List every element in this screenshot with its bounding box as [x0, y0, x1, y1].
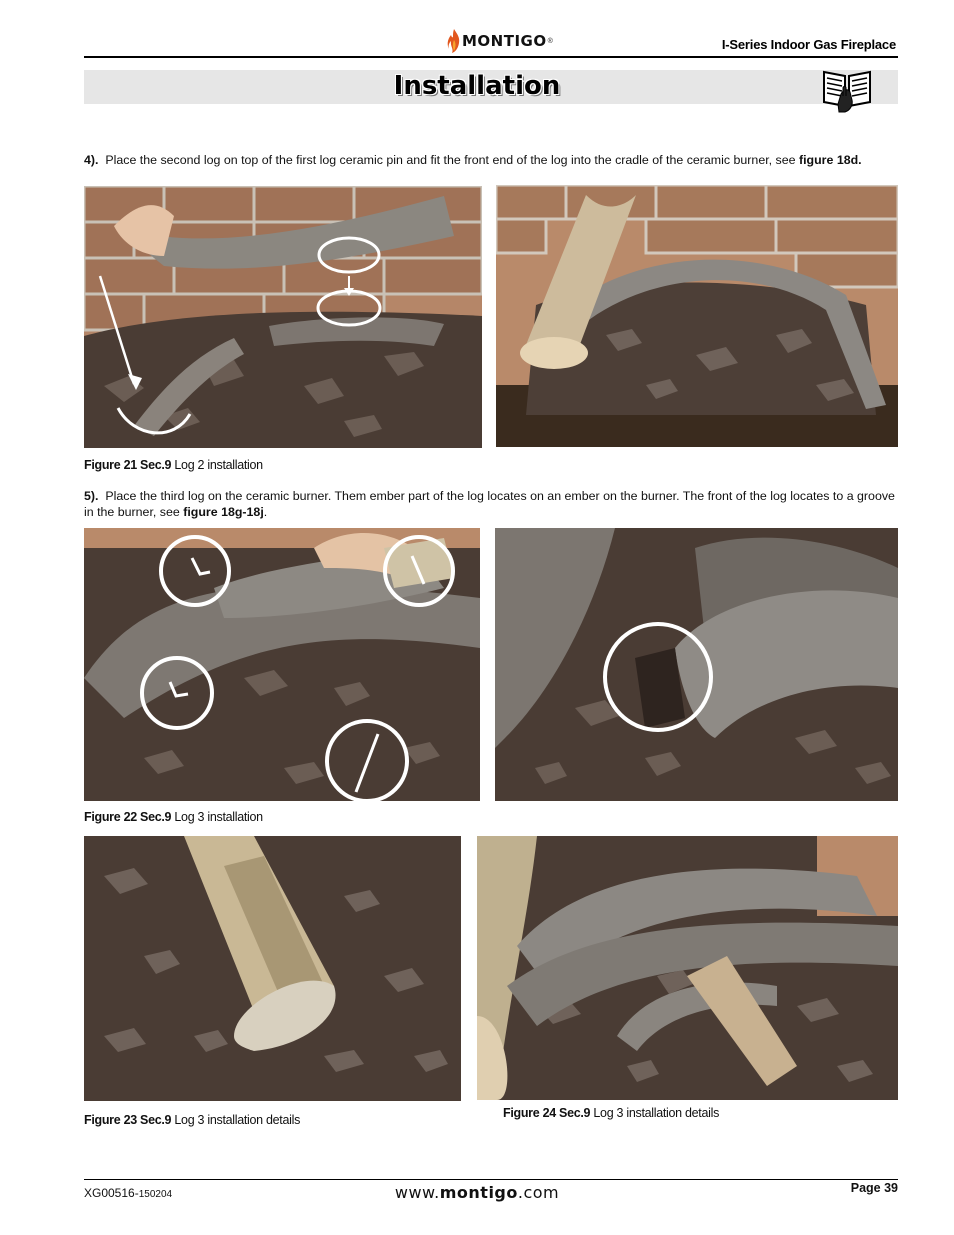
flame-icon: [447, 28, 461, 54]
step-4-number: 4).: [84, 153, 99, 167]
figure-24-label: Figure 24 Sec.9: [503, 1106, 591, 1120]
figure-21-photo-left: [84, 186, 482, 448]
figure-23-caption: [84, 1113, 300, 1127]
header-divider: [84, 56, 898, 58]
step-5-text: Place the third log on the ceramic burner. Them ember part of the log locates on an ember on the burner. The front of the log locates to a groove in the burner, see: [84, 489, 895, 519]
step-4-figure-ref: figure 18d.: [798, 153, 862, 167]
figure-21-text: Log 2 installation: [174, 458, 263, 472]
step-5-figure-ref: figure 18g-18j: [183, 505, 264, 519]
figure-24-photo: [477, 836, 898, 1100]
document-code-main: XG00516-: [84, 1186, 139, 1200]
figure-23-text: Log 3 installation details: [174, 1113, 301, 1127]
website-link[interactable]: [0, 1183, 954, 1202]
step-4-text: Place the second log on top of the first log ceramic pin and fit the front end of the log into the cradle of the ceramic burner, see: [105, 153, 796, 167]
figure-21-caption: [84, 458, 263, 472]
brand-registered-mark: ®: [547, 37, 553, 45]
figure-23-label: Figure 23 Sec.9: [84, 1113, 172, 1127]
figure-22-caption: [84, 810, 263, 824]
step-4-paragraph: [84, 152, 898, 168]
figure-22-label: Figure 22 Sec.9: [84, 810, 172, 824]
step-5-paragraph: [84, 488, 898, 520]
website-brand: montigo: [439, 1183, 518, 1202]
brand-logo: [447, 26, 553, 56]
step-5-end: .: [263, 505, 268, 519]
figure-24-caption: [503, 1106, 719, 1120]
figure-22-photo-right: [495, 528, 898, 801]
document-title: I-Series Indoor Gas Fireplace: [721, 37, 896, 52]
website-suffix: .com: [517, 1183, 560, 1202]
section-title: Installation: [393, 71, 561, 101]
footer-divider: [84, 1179, 898, 1180]
website-prefix: www.: [394, 1183, 440, 1202]
page-number: Page 39: [850, 1181, 898, 1195]
figure-21-label: Figure 21 Sec.9: [84, 458, 172, 472]
figure-22-text: Log 3 installation: [174, 810, 263, 824]
document-revision: 150204: [138, 1189, 173, 1200]
step-5-number: 5).: [84, 489, 99, 503]
figure-24-text: Log 3 installation details: [593, 1106, 720, 1120]
brand-wordmark: MONTIGO: [462, 32, 547, 50]
figure-22-photo-left: [84, 528, 480, 801]
figure-21-photo-right: [496, 185, 898, 447]
book-hand-icon: [821, 64, 873, 114]
figure-23-photo: [84, 836, 461, 1101]
